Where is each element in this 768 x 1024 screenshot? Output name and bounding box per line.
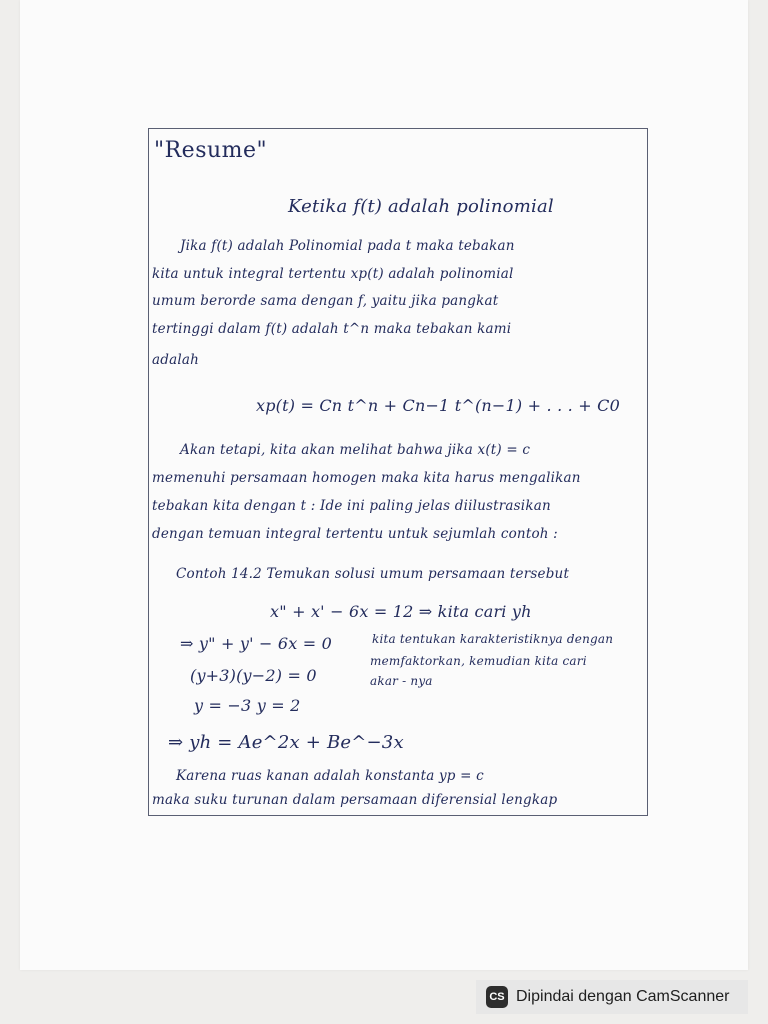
camscanner-watermark (476, 980, 748, 1014)
paragraph1-line-4: tertinggi dalam f(t) adalah t^n maka tebakan kami (152, 321, 512, 337)
example-label: Contoh 14.2 Temukan solusi umum persamaan tersebut (176, 566, 570, 582)
factored-equation: (y+3)(y−2) = 0 (190, 666, 317, 685)
paragraph2-line-2: memenuhi persamaan homogen maka kita harus mengalikan (152, 470, 581, 486)
camscanner-logo-icon: CS (486, 986, 508, 1008)
paragraph1-line-1: Jika f(t) adalah Polinomial pada t maka tebakan (180, 238, 515, 254)
paragraph1-line-5: adalah (152, 352, 199, 368)
homogeneous-equation: ⇒ y" + y' − 6x = 0 (180, 634, 333, 653)
note-factoring: memfaktorkan, kemudian kita cari (370, 654, 587, 668)
document-title: "Resume" (154, 138, 268, 163)
note-characteristic: kita tentukan karakteristiknya dengan (372, 632, 614, 646)
paragraph3-line-2: maka suku turunan dalam persamaan diferensial lengkap (152, 792, 558, 808)
example-equation: x" + x' − 6x = 12 ⇒ kita cari yh (270, 602, 532, 621)
paragraph1-line-3: umum berorde sama dengan f, yaitu jika pangkat (152, 293, 499, 309)
note-roots: akar - nya (370, 674, 433, 688)
roots: y = −3 y = 2 (194, 696, 301, 715)
paragraph1-line-2: kita untuk integral tertentu xp(t) adalah polinomial (152, 266, 514, 282)
camscanner-text: Dipindai dengan CamScanner (516, 988, 730, 1005)
paragraph2-line-3: tebakan kita dengan t : Ide ini paling jelas diilustrasikan (152, 498, 551, 514)
section-heading: Ketika f(t) adalah polinomial (288, 196, 554, 217)
equation-xp: xp(t) = Cn t^n + Cn−1 t^(n−1) + . . . + C0 (256, 396, 620, 415)
paragraph2-line-1: Akan tetapi, kita akan melihat bahwa jika x(t) = c (180, 442, 531, 458)
paragraph2-line-4: dengan temuan integral tertentu untuk sejumlah contoh : (152, 526, 558, 542)
homogeneous-solution: ⇒ yh = Ae^2x + Be^−3x (168, 732, 404, 753)
paragraph3-line-1: Karena ruas kanan adalah konstanta yp = c (176, 768, 484, 784)
